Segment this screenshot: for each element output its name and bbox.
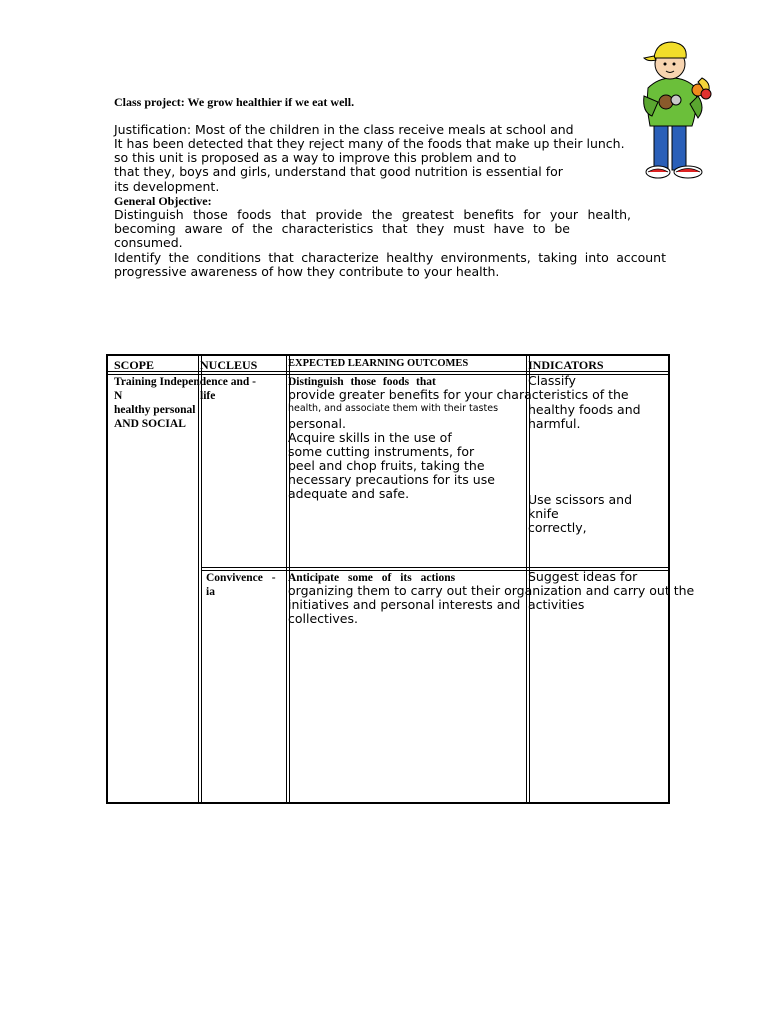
header-nucleus: NUCLEUS bbox=[200, 358, 258, 372]
objective-text: Identify the conditions that characterize healthy environments, taking into account bbox=[114, 250, 666, 265]
outcome-text: adequate and safe. bbox=[288, 486, 410, 501]
objective-heading: General Objective: bbox=[114, 194, 212, 208]
scope-text: healthy personal bbox=[114, 404, 196, 416]
objective-text: becoming aware of the characteristics that they must have to be bbox=[114, 221, 570, 236]
col-divider bbox=[668, 356, 669, 802]
indicator-text: Suggest ideas for bbox=[528, 569, 638, 584]
objective-line: consumed. bbox=[114, 235, 183, 250]
project-title: Class project: We grow healthier if we eat well. bbox=[114, 95, 355, 109]
outcomes-table bbox=[106, 354, 695, 804]
outcome-text: health, and associate them with their tastes bbox=[288, 403, 499, 414]
indicator-text: Classify bbox=[528, 373, 576, 388]
col-divider bbox=[201, 356, 202, 802]
outcome-lead: Distinguish those foods that bbox=[288, 376, 436, 388]
outcome-text: provide greater benefits for your characteristics of the bbox=[288, 387, 629, 402]
indicator-text: correctly, bbox=[528, 520, 587, 535]
outcome-text: collectives. bbox=[288, 611, 358, 626]
outcome-text: some cutting instruments, for bbox=[288, 444, 475, 459]
col-divider bbox=[198, 356, 199, 802]
nucleus-text: ia bbox=[206, 586, 215, 598]
indicator-text: healthy foods and bbox=[528, 402, 641, 417]
indicator-text: harmful. bbox=[528, 416, 581, 431]
scope-text: AND SOCIAL bbox=[114, 418, 186, 430]
outcome-text: organizing them to carry out their organization and carry out the bbox=[288, 583, 695, 598]
justification-line: Justification: Most of the children in the class receive meals at school and bbox=[114, 122, 574, 137]
justification-line: so this unit is proposed as a way to improve this problem and to bbox=[114, 150, 517, 165]
outcome-text: Acquire skills in the use of bbox=[288, 430, 452, 445]
objective-line: progressive awareness of how they contribute to your health. bbox=[114, 264, 500, 279]
outcome-lead: Anticipate some of its actions bbox=[288, 572, 456, 584]
header-indicators: INDICATORS bbox=[528, 358, 604, 372]
boy-with-fruit-illustration bbox=[640, 36, 716, 182]
justification-line: that they, boys and girls, understand that good nutrition is essential for bbox=[114, 164, 563, 179]
nucleus-text: Convivence - bbox=[206, 572, 276, 584]
objective-text: Distinguish those foods that provide the greatest benefits for your health, bbox=[114, 207, 631, 222]
header-scope: SCOPE bbox=[114, 358, 155, 372]
justification-line: its development. bbox=[114, 179, 220, 194]
outcome-text: peel and chop fruits, taking the bbox=[288, 458, 485, 473]
nucleus-text: life bbox=[200, 390, 216, 402]
indicator-text: Use scissors and bbox=[528, 492, 632, 507]
justification-line: It has been detected that they reject many of the foods that make up their lunch. bbox=[114, 136, 625, 151]
col-divider bbox=[526, 356, 527, 802]
outcome-text: personal. bbox=[288, 416, 346, 431]
scope-text: Training Independence and - bbox=[114, 376, 256, 388]
outcome-text: initiatives and personal interests and bbox=[288, 597, 521, 612]
scope-text: N bbox=[114, 390, 123, 402]
row-divider bbox=[201, 567, 668, 568]
indicator-text: activities bbox=[528, 597, 585, 612]
header-outcomes: EXPECTED LEARNING OUTCOMES bbox=[288, 358, 469, 369]
col-divider bbox=[286, 356, 287, 802]
outcome-text: necessary precautions for its use bbox=[288, 472, 495, 487]
indicator-text: knife bbox=[528, 506, 559, 521]
